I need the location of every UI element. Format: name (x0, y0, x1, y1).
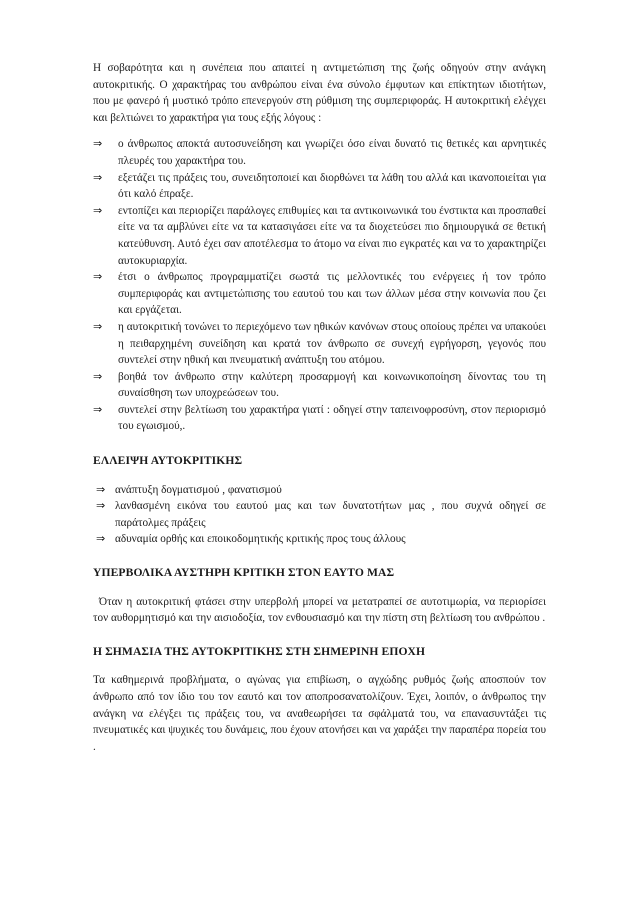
list-item: ⇒ λανθασμένη εικόνα του εαυτού μας και των δυνατοτήτων μας , που συχνά οδηγεί σε παράτολμες πράξεις (96, 499, 546, 529)
list-item: ⇒ έτσι ο άνθρωπος προγραμματίζει σωστά τις μελλοντικές του ενέργειες ή τον τρόπο συμπεριφοράς και αντιμετώπισης του εαυτού του και των άλλων μέσα στην κοινωνία που ζει και εργάζεται. (93, 270, 546, 317)
reasons-list (93, 136, 546, 435)
right-double-arrow-icon: ⇒ (96, 499, 106, 513)
importance-paragraph: Τα καθημερινά προβλήματα, ο αγώνας για επιβίωση, ο αγχώδης ρυθμός ζωής αποσπούν τον άνθρωπο από τον ίδιο του τον εαυτό και τον αποπροσανατολίζουν. Έχει, λοιπόν, ο άνθρωπος την ανάγκη να ελέγξει τις πράξεις του, να αναθεωρήσει τα σφάλματά του, να επανασυντάξει τις πνευματικές και ψυχικές του δυνάμεις, που έχουν ατονήσει και να χαράξει την παραπέρα πορεία του . (93, 674, 546, 753)
list-item: ⇒ συντελεί στην βελτίωση του χαρακτήρα γιατί : οδηγεί στην ταπεινοφροσύνη, στον περιορισμό του εγωισμού,. (93, 402, 546, 433)
list-item: ⇒ βοηθά τον άνθρωπο στην καλύτερη προσαρμογή και κοινωνικοποίηση δίνοντας του τη συναίσθηση των υποχρεώσεων του. (93, 369, 546, 400)
right-double-arrow-icon: ⇒ (93, 170, 103, 184)
excessive-paragraph: Όταν η αυτοκριτική φτάσει στην υπερβολή μπορεί να μετατραπεί σε αυτοτιμωρία, να περιορίσει τον αυθορμητισμό και την αισιοδοξία, τον ενθουσιασμό και την πίστη στη βελτίωση του ανθρώπου . (93, 595, 546, 625)
intro-paragraph: Η σοβαρότητα και η συνέπεια που απαιτεί η αντιμετώπιση της ζωής οδηγούν στην ανάγκη αυτοκριτικής. Ο χαρακτήρας του ανθρώπου είναι ένα σύνολο έμφυτων και επίκτητων ιδιοτήτων, που με φανερό ή μυστικό τρόπο επενεργούν στη ρύθμιση της συμπεριφοράς. Η αυτοκριτική ελέγχει και βελτιώνει το χαρακτήρα για τους εξής λόγους : (93, 62, 546, 124)
list-item: ⇒ η αυτοκριτική τονώνει το περιεχόμενο των ηθικών κανόνων στους οποίους πρέπει να υπακούει η πειθαρχημένη συνείδηση και κρατά τον άνθρωπο σε συνεχή εγρήγορση, γεγονός που συντελεί στην ηθική και πνευματική ανάπτυξη του ατόμου. (93, 319, 546, 367)
right-double-arrow-icon: ⇒ (96, 532, 106, 546)
heading-lack-of-self-criticism: ΕΛΛΕΙΨΗ ΑΥΤΟΚΡΙΤΙΚΗΣ (93, 454, 243, 468)
right-double-arrow-icon: ⇒ (93, 270, 103, 284)
lack-list (93, 482, 546, 548)
list-item: ⇒ αδυναμία ορθής και εποικοδομητικής κριτικής προς τους άλλους (93, 531, 546, 548)
right-double-arrow-icon: ⇒ (96, 482, 106, 496)
list-item: ⇒ ανάπτυξη δογματισμού , φανατισμού (93, 482, 546, 499)
list-item: ⇒ ο άνθρωπος αποκτά αυτοσυνείδηση και γνωρίζει όσο είναι δυνατό τις θετικές και αρνητικές πλευρές του χαρακτήρα του. (93, 137, 546, 167)
document-page (93, 60, 546, 755)
right-double-arrow-icon: ⇒ (93, 203, 103, 217)
right-double-arrow-icon: ⇒ (93, 137, 103, 151)
heading-excessive-criticism: ΥΠΕΡΒΟΛΙΚΑ ΑΥΣΤΗΡΗ ΚΡΙΤΙΚΗ ΣΤΟΝ ΕΑΥΤΟ ΜΑΣ (93, 566, 395, 580)
right-double-arrow-icon: ⇒ (93, 402, 103, 416)
right-double-arrow-icon: ⇒ (93, 369, 103, 383)
list-item: ⇒ εντοπίζει και περιορίζει παράλογες επιθυμίες και τα αντικοινωνικά του ένστικτα και προσπαθεί είτε να τα αμβλύνει είτε να τα κατασιγάσει είτε να τα διοχετεύσει πιο δημιουργικά σε θετική κατεύθυνση. Αυτό έχει σαν αποτέλεσμα το άτομο να είναι πιο εγκρατές και να το χαρακτηρίζει αυτοκυριαρχία. (93, 203, 546, 267)
heading-importance-today: Η ΣΗΜΑΣΙΑ ΤΗΣ ΑΥΤΟΚΡΙΤΙΚΗΣ ΣΤΗ ΣΗΜΕΡΙΝΗ ΕΠΟΧΗ (93, 644, 426, 658)
right-double-arrow-icon: ⇒ (93, 319, 103, 333)
list-item: ⇒ εξετάζει τις πράξεις του, συνειδητοποιεί και διορθώνει τα λάθη του αλλά και ικανοποιείται για ότι καλό έπραξε. (93, 170, 546, 201)
